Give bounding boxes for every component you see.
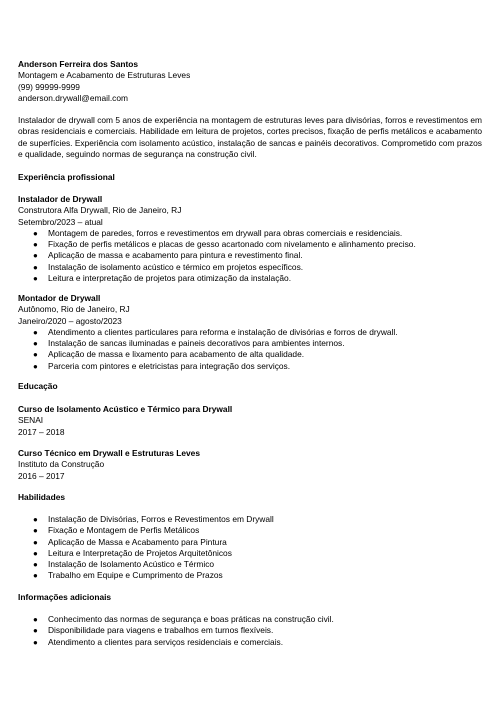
candidate-name: Anderson Ferreira dos Santos [18,59,139,69]
job-duties-list [18,327,482,372]
list-item: ● Instalação de Isolamento Acústico e Térmico [33,559,215,570]
list-item: ● Instalação de isolamento acústico e térmico em projetos específicos. [33,261,304,272]
list-item: ● Instalação de sancas iluminadas e paineis decorativos para ambientes internos. [33,338,345,349]
skills-list [18,514,482,582]
bullet-icon: ● [33,361,38,371]
bullet-icon: ● [33,251,38,261]
skills-section [18,514,482,582]
additional-info-heading: Informações adicionais [18,592,112,602]
additional-info-section [18,614,482,648]
list-item: ● Aplicação de massa e lixamento para acabamento de alta qualidade. [33,349,305,360]
list-item: ● Trabalho em Equipe e Cumprimento de Prazos [33,570,223,581]
job-company: Construtora Alfa Drywall, Rio de Janeiro, RJ [18,205,182,216]
job-period: Setembro/2023 – atual [18,216,103,227]
list-item: ● Leitura e Interpretação de Projetos Arquitetônicos [33,547,232,558]
bullet-icon: ● [33,339,38,349]
list-item: ● Aplicação de massa e acabamento para pintura e revestimento final. [33,250,303,261]
bullet-icon: ● [33,626,38,636]
job-period: Janeiro/2020 – agosto/2023 [18,315,122,326]
professional-summary: Instalador de drywall com 5 anos de experiência na montagem de estruturas leves para divisórias, forros e revestimentos em obras residenciais e comerciais. Habilidade em leitura de projetos, cortes precisos, fixação de perfis metálicos e acabamento de superfícies. Experiência com isolamento acústico, instalação de sancas e painéis decorativos. Comprometido com prazos e qualidade, seguindo normas de segurança na construção civil. [18,115,482,159]
education-entry [18,448,482,482]
list-item: ● Aplicação de Massa e Acabamento para Pintura [33,536,227,547]
bullet-icon: ● [33,262,38,272]
bullet-icon: ● [33,327,38,337]
education-heading: Educação [18,381,58,391]
bullet-icon: ● [33,515,38,524]
bullet-icon: ● [33,637,38,647]
experience-heading: Experiência profissional [18,172,115,182]
bullet-icon: ● [33,615,38,624]
candidate-title: Montagem e Acabamento de Estruturas Leves [18,70,191,81]
education-entry [18,404,482,438]
list-item: ● Fixação e Montagem de Perfis Metálicos [33,525,200,536]
list-item: ● Parceria com pintores e eletricistas para integração dos serviços. [33,360,291,371]
bullet-icon: ● [33,228,38,238]
job-company: Autônomo, Rio de Janeiro, RJ [18,304,130,315]
candidate-phone: (99) 99999-9999 [18,81,80,92]
list-item: ● Conhecimento das normas de segurança e boas práticas na construção civil. [33,614,334,624]
course-name: Curso Técnico em Drywall e Estruturas Leves [18,448,200,458]
job-role: Instalador de Drywall [18,194,103,204]
skills-heading: Habilidades [18,492,66,502]
list-item: ● Atendimento a clientes para serviços residenciais e comerciais. [33,636,284,647]
candidate-email: anderson.drywall@email.com [18,92,128,103]
bullet-icon: ● [33,526,38,536]
bullet-icon: ● [33,240,38,250]
bullet-icon: ● [33,548,38,558]
list-item: ● Leitura e interpretação de projetos para otimização da instalação. [33,273,292,284]
list-item: ● Montagem de paredes, forros e revestimentos em drywall para obras comerciais e residenciais. [33,227,403,238]
list-item: ● Atendimento a clientes particulares para reforma e instalação de divisórias e forros de drywall. [33,326,398,337]
job-role: Montador de Drywall [18,293,101,303]
bullet-icon: ● [33,350,38,360]
job-entry [18,194,482,284]
job-duties-list [18,228,482,284]
course-period: 2016 – 2017 [18,470,65,481]
bullet-icon: ● [33,274,38,284]
list-item: ● Disponibilidade para viagens e trabalhos em turnos flexíveis. [33,625,274,636]
list-item: ● Instalação de Divisórias, Forros e Revestimentos em Drywall [33,514,274,524]
additional-info-list [18,614,482,648]
school-name: Instituto da Construção [18,459,105,470]
resume-header [18,59,482,104]
course-period: 2017 – 2018 [18,426,65,437]
bullet-icon: ● [33,571,38,581]
bullet-icon: ● [33,560,38,570]
list-item: ● Fixação de perfis metálicos e placas de gesso acartonado com nivelamento e alinhamento preciso. [33,239,416,250]
course-name: Curso de Isolamento Acústico e Térmico para Drywall [18,404,233,414]
job-entry [18,293,482,372]
school-name: SENAI [18,415,44,426]
bullet-icon: ● [33,537,38,547]
